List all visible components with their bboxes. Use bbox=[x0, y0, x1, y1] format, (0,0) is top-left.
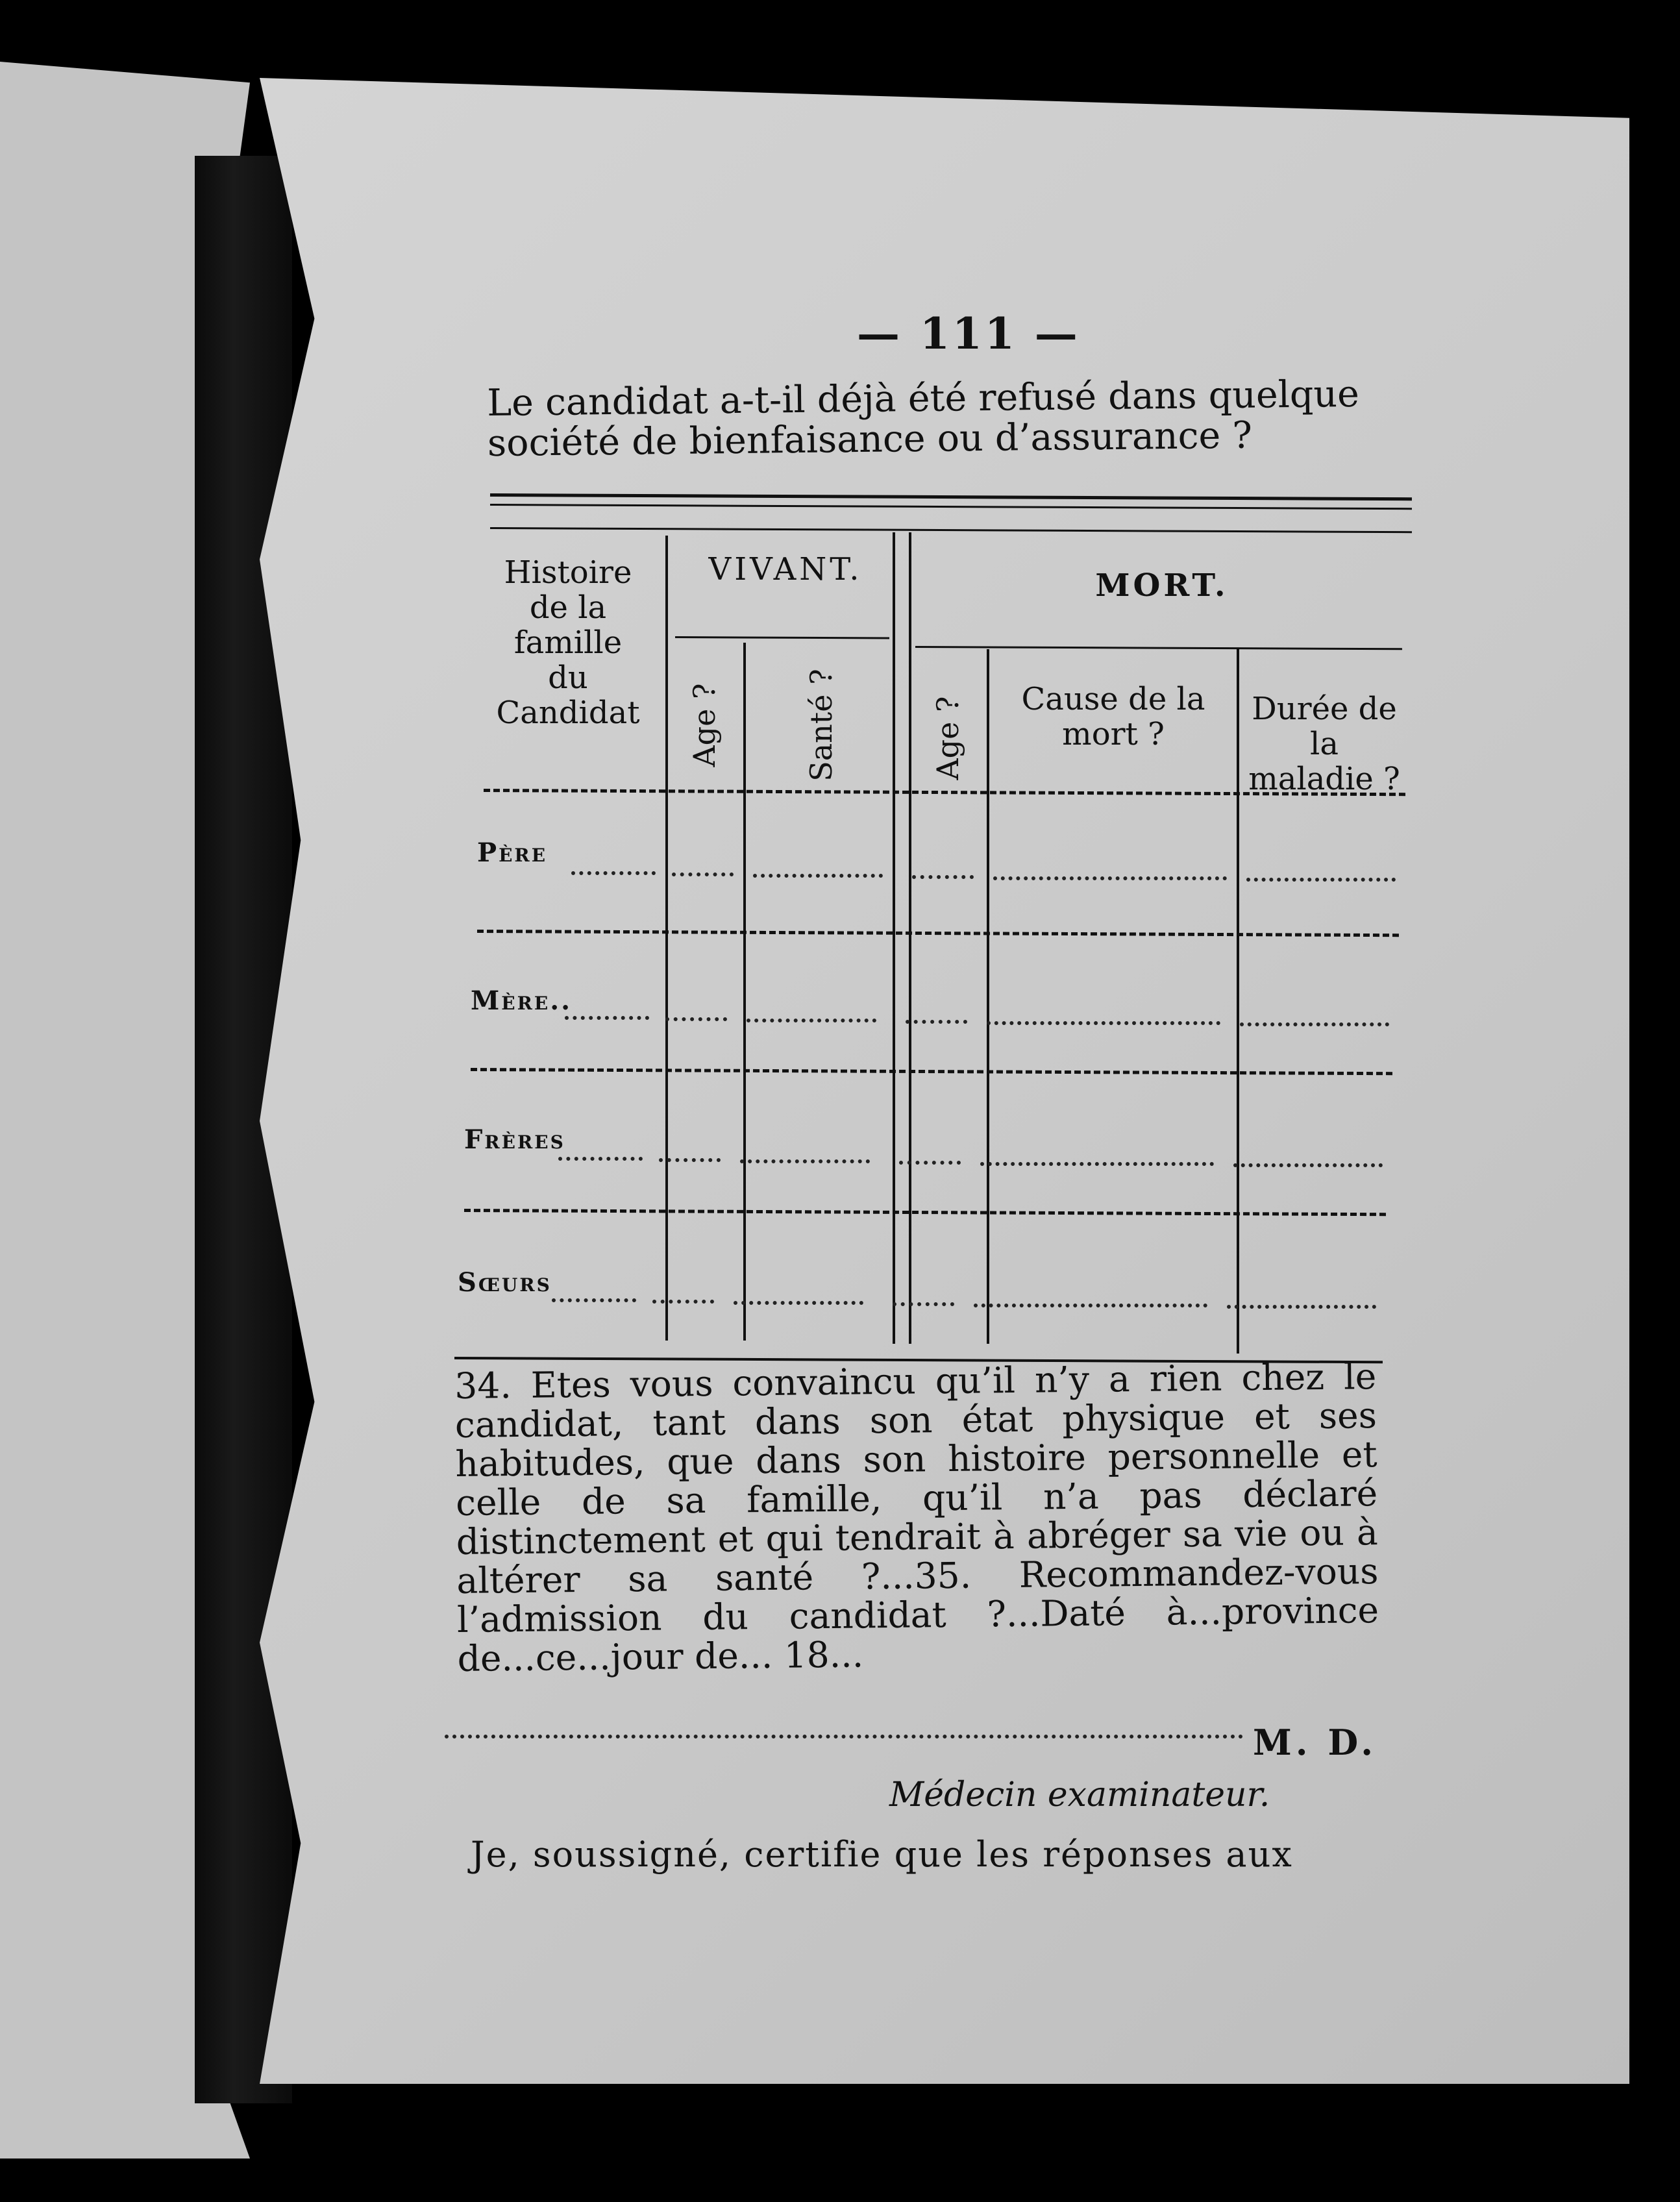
signature-role: Médecin examinateur. bbox=[889, 1775, 1270, 1814]
closing-line: Je, soussigné, certifie que les réponses aux bbox=[471, 1834, 1293, 1875]
table-cell-blank bbox=[571, 871, 656, 875]
col-divider-2 bbox=[743, 643, 746, 1341]
header-mort-age: Age ? bbox=[930, 696, 965, 780]
table-cell-blank bbox=[899, 1161, 961, 1165]
table-cell-blank bbox=[993, 876, 1227, 880]
question-refus: Le candidat a-t-il déjà été refusé dans quelque société de bienfaisance ou d’assurance ? bbox=[486, 372, 1360, 465]
col-divider-3a bbox=[893, 532, 895, 1344]
col-divider-1 bbox=[665, 536, 668, 1341]
table-cell-blank bbox=[665, 1017, 727, 1021]
col-divider-3b bbox=[909, 532, 911, 1344]
table-cell-blank bbox=[987, 1021, 1220, 1025]
table-cell-blank bbox=[747, 1019, 876, 1022]
table-cell-blank bbox=[652, 1300, 714, 1304]
table-cell-blank bbox=[980, 1162, 1214, 1166]
col-divider-4 bbox=[987, 649, 989, 1344]
page-number: — 111 — bbox=[857, 308, 1080, 359]
header-mort: MORT. bbox=[1095, 567, 1229, 604]
table-cell-blank bbox=[906, 1020, 967, 1024]
header-vivant-sante: Santé ? bbox=[804, 669, 839, 782]
table-cell-blank bbox=[659, 1158, 721, 1162]
table-cell-blank bbox=[552, 1298, 636, 1302]
signature-line bbox=[445, 1735, 1243, 1738]
table-cell-blank bbox=[1240, 1022, 1389, 1026]
table-cell-blank bbox=[672, 872, 734, 876]
header-vivant-age: Age ? bbox=[687, 683, 722, 767]
table-cell-blank bbox=[734, 1301, 863, 1305]
signature-suffix: M. D. bbox=[1253, 1722, 1377, 1763]
header-vivant: VIVANT. bbox=[708, 551, 863, 588]
row-label-freres: Frères bbox=[464, 1124, 565, 1155]
table-cell-blank bbox=[740, 1159, 870, 1163]
table-cell-blank bbox=[1227, 1305, 1376, 1309]
table-cell-blank bbox=[558, 1157, 643, 1161]
table-cell-blank bbox=[1233, 1163, 1383, 1167]
table-cell-blank bbox=[912, 875, 974, 879]
row-label-pere: Père bbox=[477, 837, 548, 868]
header-histoire: Histoire de la famille du Candidat bbox=[496, 554, 640, 731]
header-mort-duree: Durée de la maladie ? bbox=[1248, 691, 1400, 797]
row-label-mere: Mère.. bbox=[471, 985, 573, 1016]
question-34-35: 34. Etes vous convaincu qu’il n’y a rien chez le candidat, tant dans son état physique et ses habitudes, que dans son histoire personnelle et celle de sa famille, qu’il n’a pas déclaré distinctement et qui tendrait à abréger sa vie ou à altérer sa santé ?...35. Recommandez-vous l’admission du candidat ?...Daté à...province de...ce...jour de... 18... bbox=[454, 1355, 1379, 1679]
table-cell-blank bbox=[1246, 878, 1396, 882]
row-label-soeurs: Sœurs bbox=[458, 1267, 552, 1298]
table-cell-blank bbox=[565, 1016, 649, 1020]
header-mort-cause: Cause de la mort ? bbox=[1021, 681, 1205, 752]
table-cell-blank bbox=[753, 874, 883, 878]
table-cell-blank bbox=[893, 1302, 954, 1306]
table-cell-blank bbox=[974, 1304, 1207, 1307]
col-divider-5 bbox=[1237, 649, 1239, 1354]
